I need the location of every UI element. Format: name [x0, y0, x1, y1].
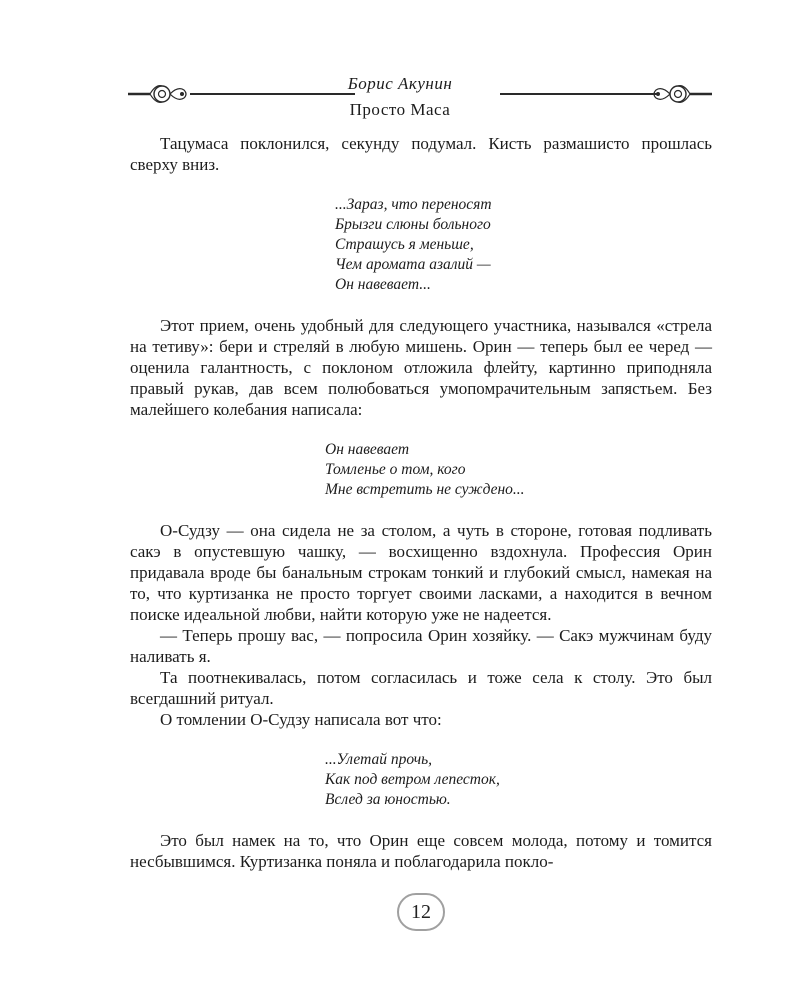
verse-line: Томленье о том, кого — [325, 461, 466, 478]
verse-block — [130, 195, 712, 295]
page-body — [130, 133, 712, 872]
paragraph: О томлении О-Судзу написала вот что: — [160, 710, 442, 729]
header-author: Борис Акунин — [347, 74, 453, 93]
verse-line: Он навевает... — [335, 276, 431, 293]
verse-line: Как под ветром лепесток, — [325, 771, 500, 788]
verse-line: Брызги слюны больного — [335, 216, 491, 233]
verse-block — [130, 440, 712, 500]
paragraph: — Теперь прошу вас, — попросила Орин хозяйку. — Сакэ мужчинам буду наливать я. — [130, 626, 712, 666]
verse-line: Страшусь я меньше, — [335, 236, 474, 253]
verse-line: Он навевает — [325, 441, 410, 458]
header-book-title: Просто Маса — [349, 100, 451, 119]
verse-line: ...Зараз, что переносят — [335, 196, 492, 213]
page-number: 12 — [397, 893, 445, 931]
paragraph: О-Судзу — она сидела не за столом, а чуть в стороне, готовая подливать сакэ в опустевшую чашку, — восхищенно вздохнула. Профессия Орин придавала вроде бы банальным строкам тонкий и глубокий смысл, намекая на то, что куртизанка не просто торгует своими ласками, а находится в вечном поиске идеальной любви, найти которую уже не надеется. — [130, 521, 712, 624]
verse-line: Чем аромата азалий — — [335, 256, 491, 273]
verse-line: Вслед за юностью. — [325, 791, 451, 808]
header-rule-right — [500, 93, 658, 95]
paragraph: Этот прием, очень удобный для следующего участника, назывался «стрела на тетиву»: бери и стреляй в любую мишень. Орин — теперь был ее черед — оценила галантность, с поклоном отложила флейту, картинно приподняла правый рукав, дав всем полюбоваться умопомрачительным запястьем. Без малейшего колебания написала: — [130, 316, 712, 419]
paragraph: Это был намек на то, что Орин еще совсем молода, потому и томится несбывшимся. Куртизанка поняла и поблагодарила покло- — [130, 831, 712, 871]
verse-line: ...Улетай прочь, — [325, 751, 433, 768]
verse-block — [130, 750, 712, 810]
paragraph: Тацумаса поклонился, секунду подумал. Кисть размашисто прошлась сверху вниз. — [130, 134, 712, 174]
paragraph: Та поотнекивалась, потом согласилась и тоже села к столу. Это был всегдашний ритуал. — [130, 668, 712, 708]
running-header — [0, 70, 800, 126]
verse-line: Мне встретить не суждено... — [325, 481, 525, 498]
ornament-right-icon — [650, 82, 712, 106]
